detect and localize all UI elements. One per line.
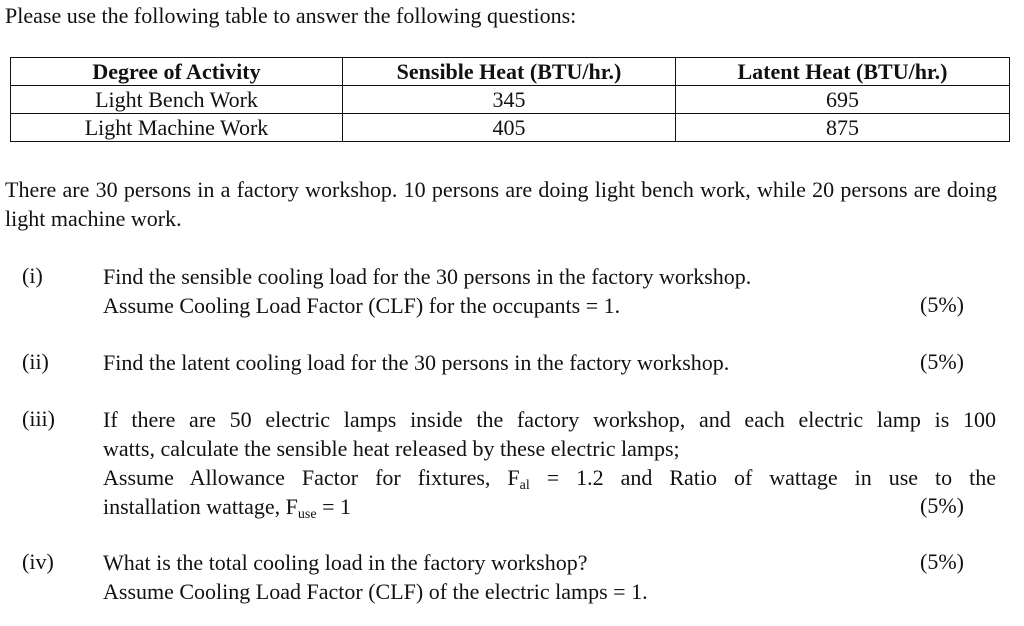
table-row: [11, 86, 1010, 114]
question-text-line: watts, calculate the sensible heat released by these electric lamps;: [103, 436, 680, 461]
table-header-row: [11, 58, 1010, 86]
question-mark-weight: (5%): [920, 549, 964, 574]
question-number: (iii): [22, 406, 55, 431]
question-number: (iv): [22, 549, 54, 574]
question-text-line: [103, 492, 996, 521]
installation-wattage-text: installation wattage, F: [103, 494, 298, 519]
table-row: [11, 114, 1010, 142]
cell-latent: 695: [676, 86, 1010, 114]
header-latent-heat: Latent Heat (BTU/hr.): [676, 58, 1010, 86]
question-text-line: What is the total cooling load in the factory workshop?: [103, 550, 588, 575]
cell-sensible: 405: [343, 114, 676, 142]
subscript-use: use: [297, 507, 317, 522]
question-text-line: Find the latent cooling load for the 30 persons in the factory workshop.: [103, 350, 730, 375]
question-text-line: Find the sensible cooling load for the 30 persons in the factory workshop.: [103, 264, 752, 289]
question-text-line: If there are 50 electric lamps inside the factory workshop, and each electric lamp is 100: [103, 407, 996, 432]
cell-latent: 875: [676, 114, 1010, 142]
header-sensible-heat: Sensible Heat (BTU/hr.): [343, 58, 676, 86]
scenario-paragraph: There are 30 persons in a factory workshop. 10 persons are doing light bench work, while 20 persons are doing light machine work.: [5, 177, 997, 231]
cell-activity: Light Bench Work: [11, 86, 343, 114]
question-number: (i): [22, 263, 43, 288]
header-degree-of-activity: Degree of Activity: [11, 58, 343, 86]
question-number: (ii): [22, 349, 49, 374]
subscript-al: al: [519, 478, 530, 493]
question-text-line: Assume Cooling Load Factor (CLF) of the electric lamps = 1.: [103, 579, 648, 604]
intro-text: Please use the following table to answer the following questions:: [5, 3, 577, 28]
question-mark-weight: (5%): [920, 493, 964, 518]
activity-heat-table: [10, 57, 1010, 142]
allowance-factor-text: Assume Allowance Factor for fixtures, F: [103, 465, 520, 490]
question-mark-weight: (5%): [920, 349, 964, 374]
question-text-line: [103, 463, 996, 492]
cell-activity: Light Machine Work: [11, 114, 343, 142]
cell-sensible: 345: [343, 86, 676, 114]
question-text-line: Assume Cooling Load Factor (CLF) for the occupants = 1.: [103, 293, 621, 318]
question-mark-weight: (5%): [920, 292, 964, 317]
installation-wattage-rest: = 1: [316, 494, 351, 519]
allowance-factor-rest: = 1.2 and Ratio of wattage in use to the: [529, 465, 996, 490]
